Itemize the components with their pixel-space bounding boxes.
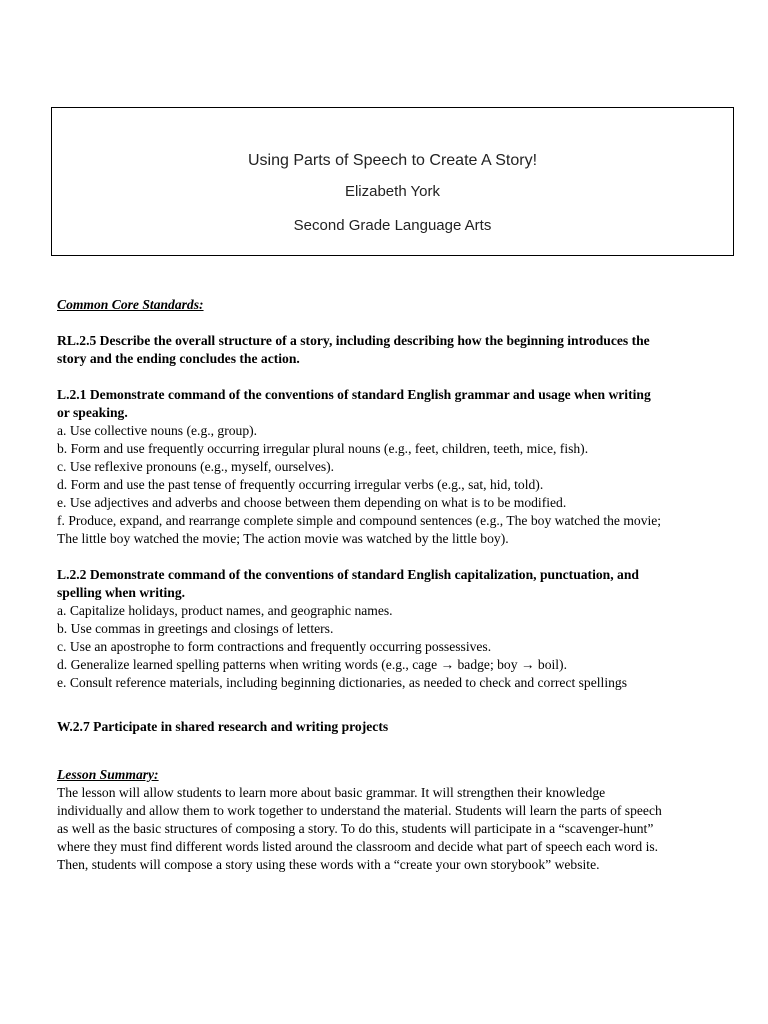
- standard-l21-title-line2: or speaking.: [57, 405, 128, 420]
- standard-rl25-title-line2: story and the ending concludes the action.: [57, 351, 300, 366]
- standard-l21: [57, 386, 732, 548]
- list-item: d. Generalize learned spelling patterns when writing words (e.g., cage → badge; boy → boil).: [57, 657, 567, 672]
- list-item: e. Consult reference materials, including beginning dictionaries, as needed to check and correct spellings: [57, 675, 627, 690]
- lesson-summary-heading: Lesson Summary:: [57, 767, 159, 782]
- summary-line: where they must find different words listed around the classroom and decide what part of speech each word is.: [57, 839, 659, 854]
- list-item: d. Form and use the past tense of frequently occurring irregular verbs (e.g., sat, hid, told).: [57, 477, 544, 492]
- list-item: b. Form and use frequently occurring irregular plural nouns (e.g., feet, children, teeth, mice, fish).: [57, 441, 589, 456]
- list-item: a. Capitalize holidays, product names, and geographic names.: [57, 603, 393, 618]
- list-item: c. Use an apostrophe to form contractions and frequently occurring possessives.: [57, 639, 492, 654]
- document-title: Using Parts of Speech to Create A Story!: [247, 152, 538, 169]
- document-body: [57, 296, 732, 874]
- list-item: b. Use commas in greetings and closings of letters.: [57, 621, 334, 636]
- lesson-summary-paragraph: [57, 784, 732, 874]
- title-box: [51, 107, 734, 256]
- author-name: Elizabeth York: [344, 183, 441, 200]
- standard-rl25-title-line1: RL.2.5 Describe the overall structure of a story, including describing how the beginning introduces the: [57, 333, 650, 348]
- list-item: e. Use adjectives and adverbs and choose between them depending on what is to be modified.: [57, 495, 567, 510]
- standard-w27-title: W.2.7 Participate in shared research and writing projects: [57, 719, 389, 734]
- summary-line: as well as the basic structures of composing a story. To do this, students will participate in a “scavenger-hunt”: [57, 821, 654, 836]
- standard-l22: [57, 566, 732, 692]
- common-core-heading: Common Core Standards:: [57, 297, 204, 312]
- list-item: c. Use reflexive pronouns (e.g., myself, ourselves).: [57, 459, 335, 474]
- summary-line: The lesson will allow students to learn more about basic grammar. It will strengthen their knowledge: [57, 785, 606, 800]
- standard-l22-title-line2: spelling when writing.: [57, 585, 186, 600]
- course-name: Second Grade Language Arts: [293, 217, 492, 234]
- summary-line: Then, students will compose a story using these words with a “create your own storybook” website.: [57, 857, 600, 872]
- list-item: a. Use collective nouns (e.g., group).: [57, 423, 258, 438]
- standard-l21-title-line1: L.2.1 Demonstrate command of the conventions of standard English grammar and usage when writing: [57, 387, 651, 402]
- standard-rl25: [57, 332, 732, 368]
- summary-line: individually and allow them to work together to understand the material. Students will learn the parts of speech: [57, 803, 662, 818]
- standard-l22-title-line1: L.2.2 Demonstrate command of the conventions of standard English capitalization, punctuation, and: [57, 567, 639, 582]
- list-item: f. Produce, expand, and rearrange complete simple and compound sentences (e.g., The boy watched the movie;: [57, 513, 662, 528]
- list-item: The little boy watched the movie; The action movie was watched by the little boy).: [57, 531, 509, 546]
